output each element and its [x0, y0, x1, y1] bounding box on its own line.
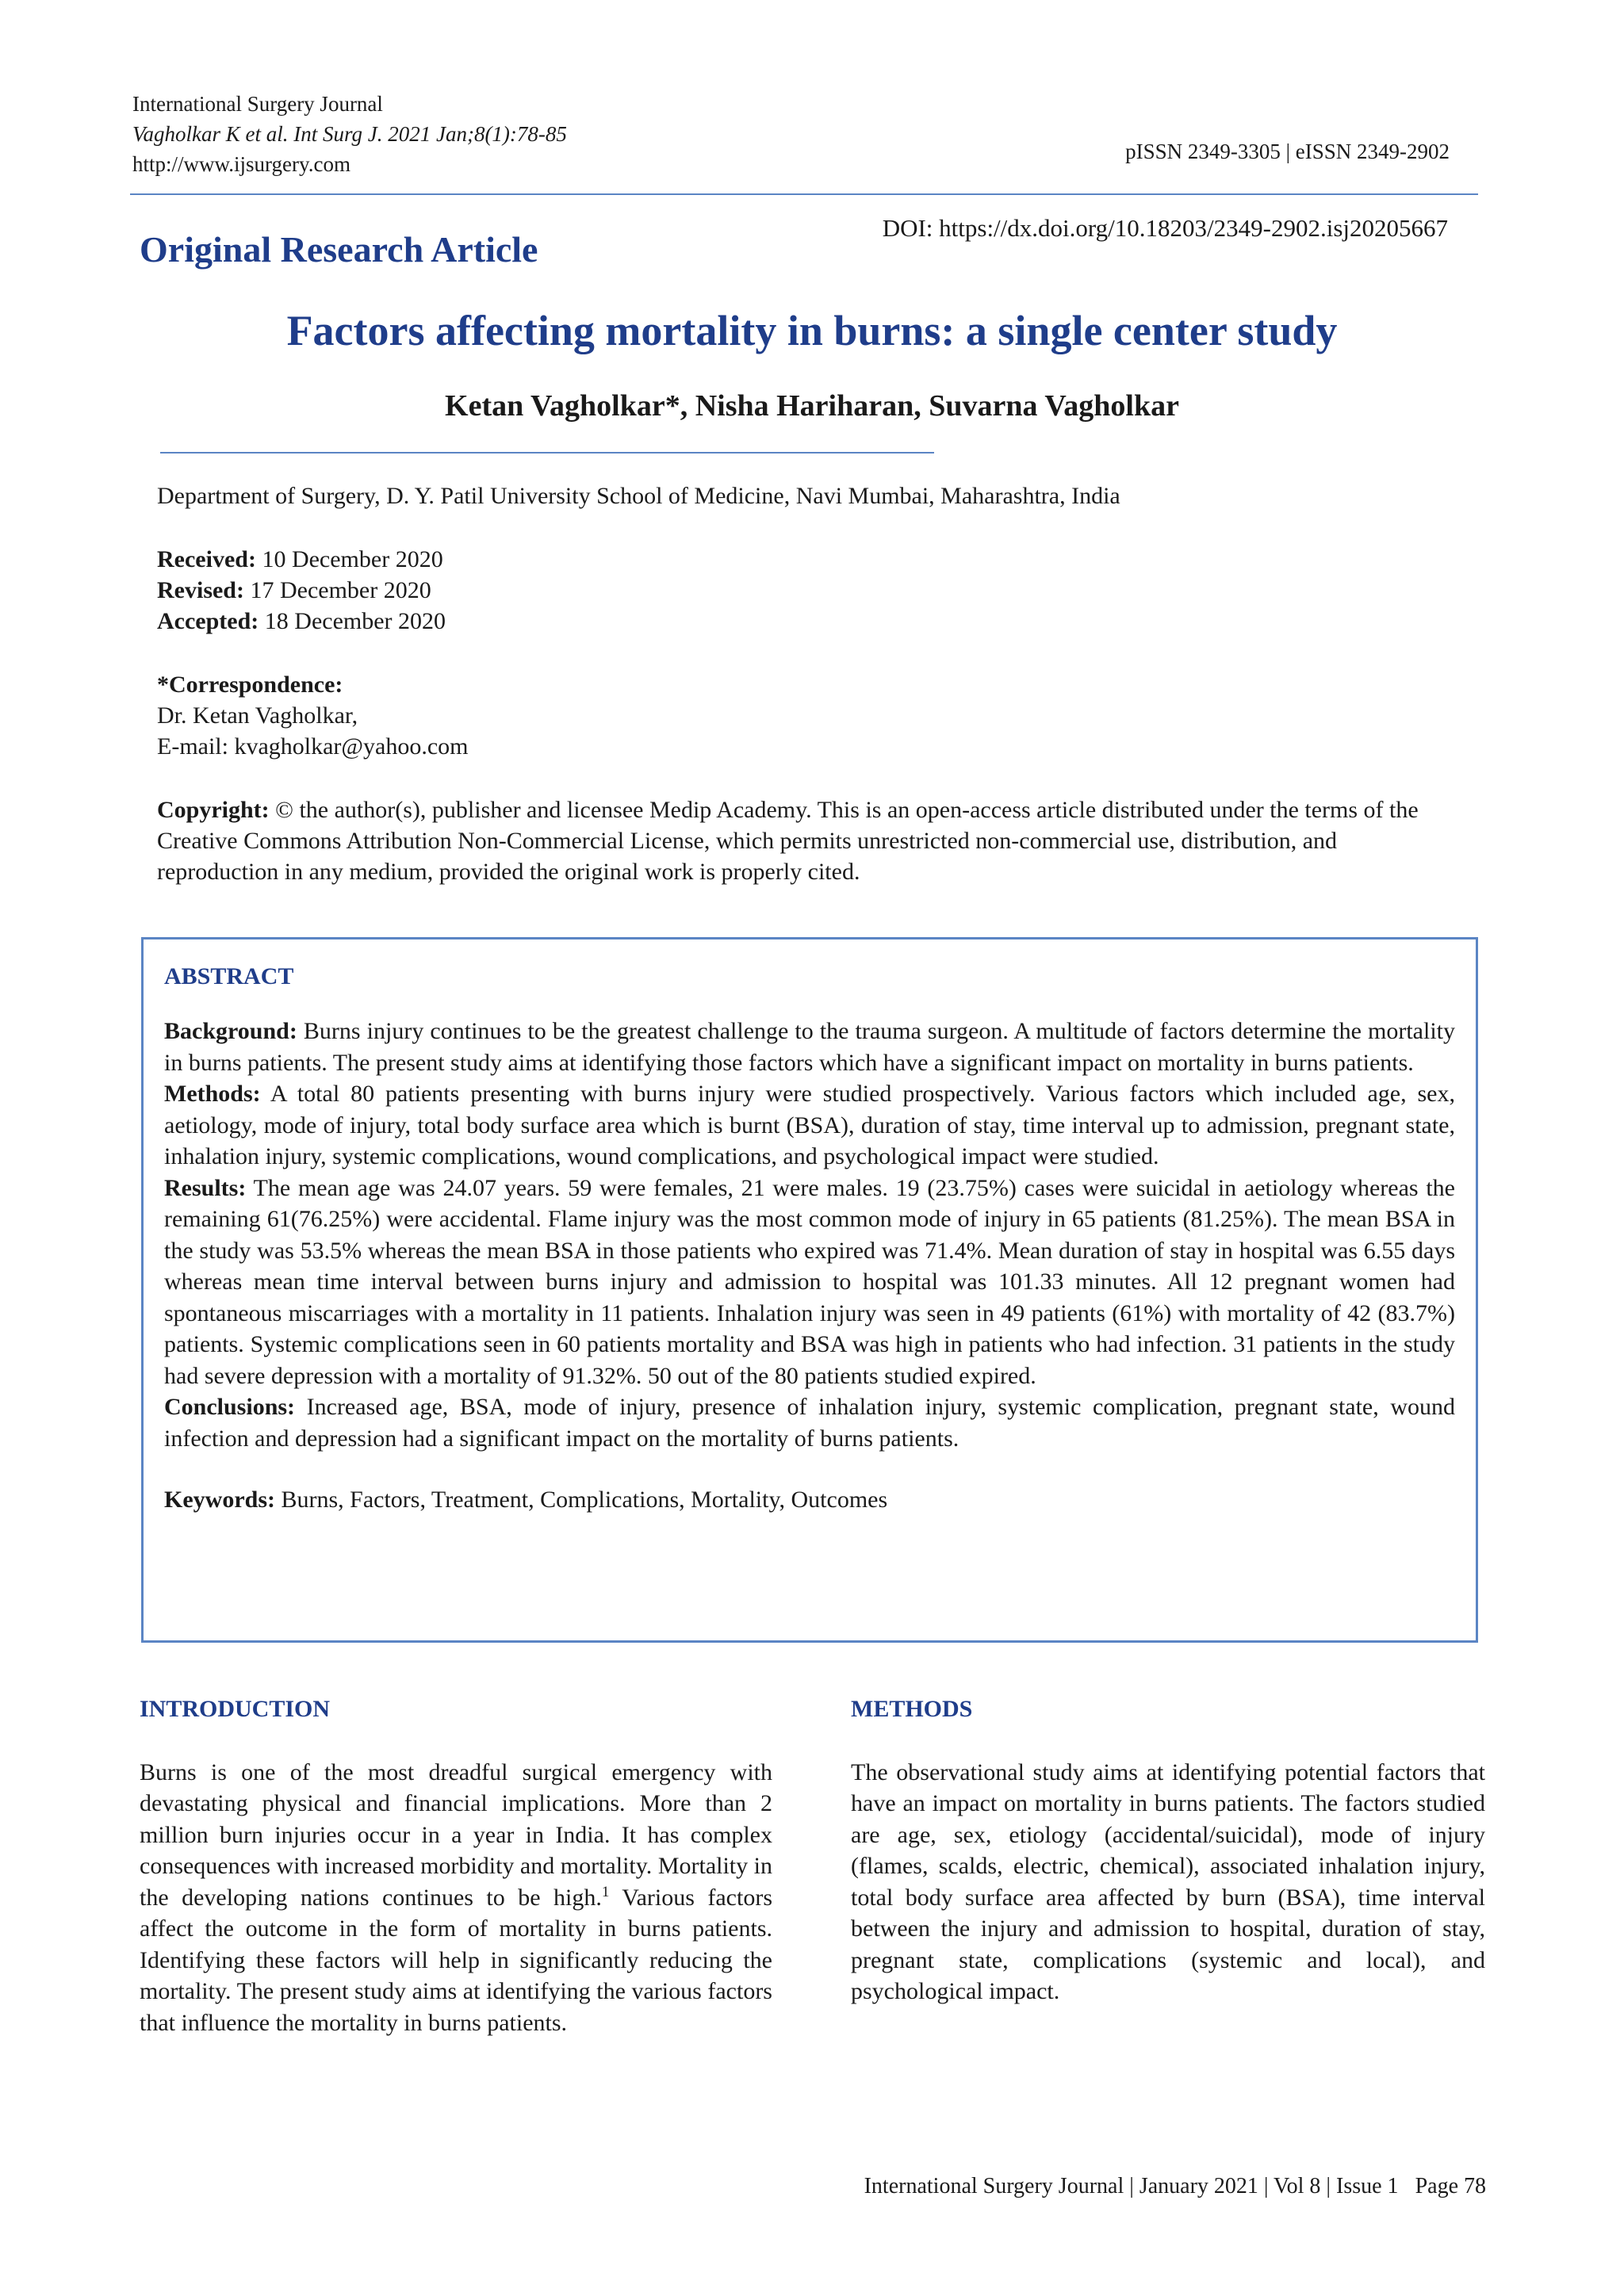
introduction-section — [140, 1693, 772, 2038]
affiliation: Department of Surgery, D. Y. Patil University School of Medicine, Navi Mumbai, Maharashtra, India — [157, 483, 1120, 509]
correspondence-name: Dr. Ketan Vagholkar, — [157, 702, 358, 729]
abstract-keywords: Keywords: Burns, Factors, Treatment, Complications, Mortality, Outcomes — [164, 1487, 888, 1513]
page-footer — [864, 2174, 1486, 2199]
abstract-conclusions: Conclusions: Increased age, BSA, mode of injury, presence of inhalation injury, systemic complication, pregnant state, wound infection and depression had a significant impact on the mortality of burns patients. — [164, 1394, 1455, 1452]
revised-date: 17 December 2020 — [243, 577, 431, 603]
accepted-label: Accepted: — [157, 608, 259, 634]
abstract-title: ABSTRACT — [164, 963, 294, 989]
page-number: Page 78 — [1415, 2174, 1486, 2198]
abstract-box — [141, 937, 1478, 1643]
reference-1[interactable]: 1 — [601, 1883, 610, 1900]
abstract-background: Background: Burns injury continues to be the greatest challenge to the trauma surgeon. A multitude of factors determine the mortality in burns patients. The present study aims at identifying those factors which have a significant impact on mortality in burns patients. — [164, 1018, 1455, 1076]
header-rule — [130, 193, 1478, 195]
received-label: Received: — [157, 546, 256, 572]
methods-text: The observational study aims at identifying potential factors that have an impact on mortality in burns patients. The factors studied are age, sex, etiology (accidental/suicidal), mode of injury (flames, scalds, electric, chemical), associated inhalation injury, total body surface area affected by burn (BSA), time interval between the injury and admission to hospital, duration of stay, pregnant state, complications (systemic and local), and psychological impact. — [851, 1758, 1485, 2004]
dates — [157, 544, 1457, 637]
journal-name: International Surgery Journal — [132, 92, 383, 116]
correspondence — [157, 669, 1457, 762]
authors: Ketan Vagholkar*, Nisha Hariharan, Suvarna Vagholkar — [445, 389, 1179, 423]
doi[interactable]: DOI: https://dx.doi.org/10.18203/2349-2902.isj20205667 — [882, 214, 1448, 242]
correspondence-email[interactable]: E-mail: kvagholkar@yahoo.com — [157, 733, 469, 760]
article-title: Factors affecting mortality in burns: a single center study — [286, 307, 1338, 354]
methods-section — [851, 1693, 1485, 2007]
journal-url[interactable]: http://www.ijsurgery.com — [132, 152, 350, 176]
footer-text: International Surgery Journal | January 2021 | Vol 8 | Issue 1 — [864, 2174, 1399, 2198]
revised-label: Revised: — [157, 577, 244, 603]
copyright-label: Copyright: — [157, 797, 270, 823]
introduction-heading: INTRODUCTION — [140, 1696, 331, 1722]
article-type: Original Research Article — [140, 229, 538, 270]
introduction-text: Burns is one of the most dreadful surgical emergency with devastating physical and financial implications. More than 2 million burn injuries occur in a year in India. It has complex consequences with increased morbidity and mortality. Mortality in the developing nations continues to be high.$^1$ Various factors affect the outcome in the form of mortality in burns patients. Identifying these factors will help in significantly reducing the mortality. The present study aims at identifying the various factors that influence the mortality in burns patients. — [140, 1758, 772, 2036]
journal-header — [132, 89, 567, 179]
methods-heading: METHODS — [851, 1696, 973, 1722]
copyright — [157, 794, 1457, 887]
abstract-methods: Methods: A total 80 patients presenting with burns injury were studied prospectively. Various factors which included age, sex, aetiology, mode of injury, total body surface area which is burnt (BSA), duration of stay, time interval up to admission, pregnant state, inhalation injury, systemic complications, wound complications, and psychological impact were studied. — [164, 1081, 1455, 1169]
author-rule — [160, 452, 934, 453]
abstract-results: Results: The mean age was 24.07 years. 59 were females, 21 were males. 19 (23.75%) cases were suicidal in aetiology whereas the remaining 61(76.25%) were accidental. Flame injury was the most common mode of injury in 65 patients (81.25%). The mean BSA in the study was 53.5% whereas the mean BSA in those patients who expired was 71.4%. Mean duration of stay in hospital was 6.55 days whereas mean time interval between burns injury and admission to hospital was 101.33 minutes. All 12 pregnant women had spontaneous miscarriages with a mortality in 11 patients. Inhalation injury was seen in 49 patients (61%) with mortality of 42 (83.7%) patients. Systemic complications seen in 60 patients mortality and BSA was high in patients who had infection. 31 patients in the study had severe depression with a mortality of 91.32%. 50 out of the 80 patients studied expired. — [164, 1174, 1455, 1389]
accepted-date: 18 December 2020 — [259, 608, 446, 634]
issn: pISSN 2349-3305 | eISSN 2349-2902 — [1125, 140, 1450, 163]
received-date: 10 December 2020 — [255, 546, 443, 572]
correspondence-label: *Correspondence: — [157, 672, 343, 698]
copyright-text: © the author(s), publisher and licensee Medip Academy. This is an open-access article distributed under the terms of the Creative Commons Attribution Non-Commercial License, which permits unrestricted non-commercial use, distribution, and reproduction in any medium, provided the original work is properly cited. — [157, 797, 1419, 885]
citation: Vagholkar K et al. Int Surg J. 2021 Jan;8(1):78-85 — [132, 122, 567, 146]
